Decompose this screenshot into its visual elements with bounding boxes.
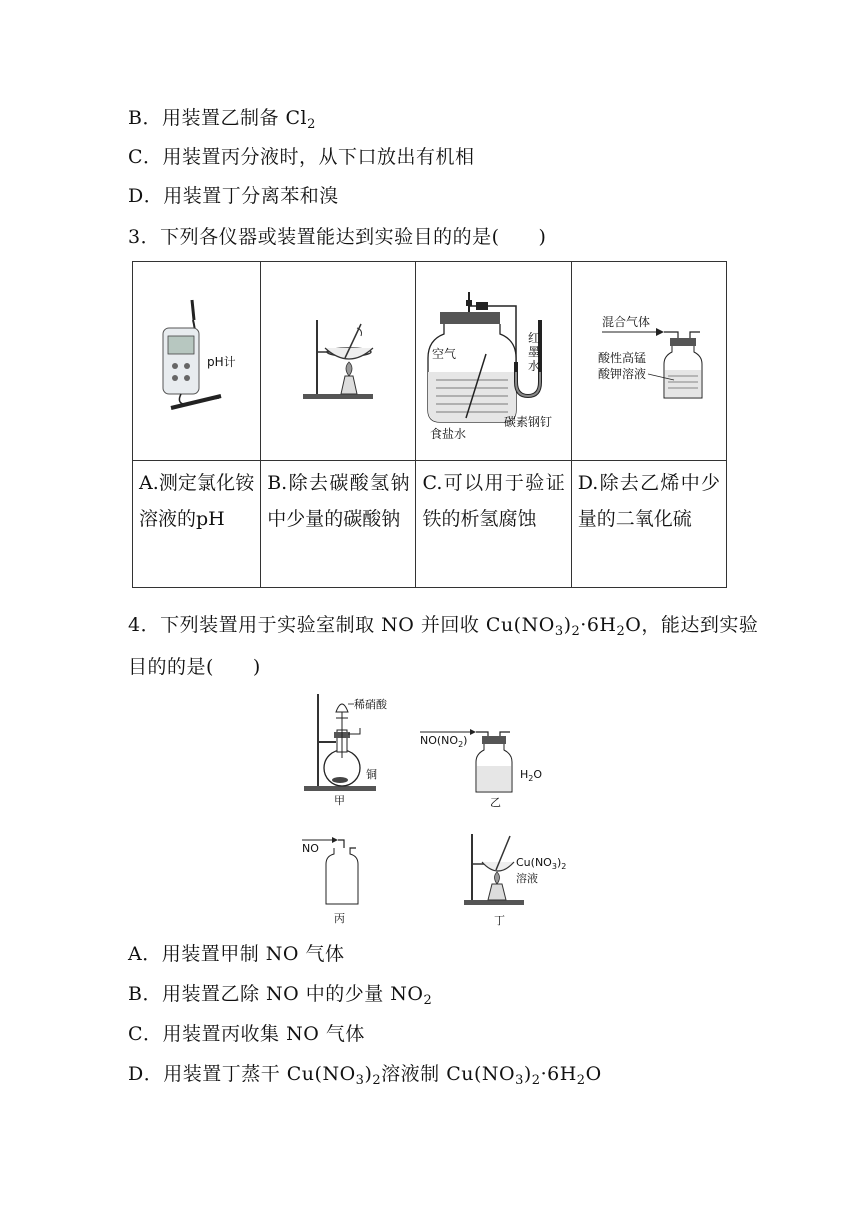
q3-fig-b-cell xyxy=(261,262,416,461)
option-text: ) xyxy=(364,1063,373,1085)
ph-display xyxy=(168,336,194,354)
nail-label: 碳素钢钉 xyxy=(504,415,553,429)
stem-text: 4．下列装置用于实验室制取 NO 并回收 Cu(NO xyxy=(128,614,555,636)
flame xyxy=(346,362,352,376)
q2-option-d xyxy=(128,184,339,208)
q4-stem-line2: 目的的是( ) xyxy=(128,656,261,678)
tube-clip xyxy=(476,302,488,310)
option-text: 用装置甲制 NO 气体 xyxy=(161,943,345,965)
option-text: 用装置丙分液时，从下口放出有机相 xyxy=(162,146,475,168)
option-text: ) xyxy=(523,1063,532,1085)
evaporation-figure xyxy=(261,262,415,456)
water xyxy=(477,766,511,791)
label-yi: 乙 xyxy=(490,796,501,809)
option-label: B． xyxy=(128,983,162,1005)
q4-stem-line1 xyxy=(128,613,758,644)
q3-caption-a: A.测定氯化铵溶液的pH xyxy=(133,461,261,588)
arrow-head xyxy=(332,837,338,843)
subscript: 2 xyxy=(531,1073,541,1088)
separatory-funnel xyxy=(336,704,348,712)
solution-label: 酸性高锰 xyxy=(597,351,646,365)
solution-label: 酸钾溶液 xyxy=(597,367,646,381)
clamp xyxy=(466,300,472,306)
q3-figure-row xyxy=(133,262,727,461)
option-label: C． xyxy=(128,146,163,168)
ph-electrode xyxy=(171,396,221,408)
salt-water-label: 食盐水 xyxy=(430,427,467,441)
q4-apparatus-figure xyxy=(290,688,590,932)
q3-fig-d-cell xyxy=(571,262,726,461)
bottle-stopper xyxy=(482,736,506,744)
subscript: 3 xyxy=(355,1073,365,1088)
copper-label: 铜 xyxy=(366,768,377,781)
q3-caption-b: B.除去碳酸氢钠中少量的碳酸钠 xyxy=(261,461,416,588)
subscript: 2 xyxy=(307,117,316,132)
stand-base xyxy=(304,786,376,791)
ph-button xyxy=(184,363,190,369)
red-ink-label: 红 xyxy=(528,331,541,345)
gas-wash-figure xyxy=(572,262,726,456)
q3-table xyxy=(132,261,727,588)
stand-base xyxy=(464,900,524,905)
option-text: ·6H xyxy=(540,1063,577,1085)
ph-button xyxy=(172,363,178,369)
ph-probe-top xyxy=(192,300,194,320)
alcohol-lamp xyxy=(488,884,506,900)
subscript: 3 xyxy=(554,624,564,639)
water-label: $H_2O$ xyxy=(520,768,543,783)
option-text: O xyxy=(585,1063,602,1085)
red-ink-label: 墨 xyxy=(528,345,541,359)
q2-option-c xyxy=(128,145,475,169)
acid-label: 稀硝酸 xyxy=(354,698,387,711)
stopper xyxy=(440,312,500,324)
ph-meter-figure xyxy=(133,262,260,456)
air-label: 空气 xyxy=(432,347,457,361)
q3-fig-c-cell xyxy=(416,262,571,461)
q4-option-b xyxy=(128,982,432,1013)
gas-label: $NO(NO_2)$ xyxy=(420,734,468,749)
stand-base xyxy=(303,394,373,399)
q3-stem: 3．下列各仪器或装置能达到实验目的的是( ) xyxy=(128,226,547,248)
apparatus-yi xyxy=(420,729,542,809)
ph-label: pH计 xyxy=(207,355,236,369)
subscript: 2 xyxy=(571,624,581,639)
q4-option-c xyxy=(128,1022,365,1046)
apparatus-bing xyxy=(302,837,358,925)
subscript: 2 xyxy=(576,1073,586,1088)
option-text: 用装置丙收集 NO 气体 xyxy=(162,1023,365,1045)
q2-option-b xyxy=(128,106,316,137)
stem-text: O，能达到实验 xyxy=(625,614,759,636)
flame xyxy=(495,872,500,884)
solution-label: 溶液 xyxy=(516,872,538,885)
alcohol-lamp xyxy=(341,376,357,394)
red-ink-label: 水 xyxy=(528,359,541,373)
kmno4-solution xyxy=(665,370,701,397)
label-jia: 甲 xyxy=(334,794,345,807)
option-text: 溶液制 Cu(NO xyxy=(381,1063,516,1085)
q3-fig-a-cell xyxy=(133,262,261,461)
ph-button xyxy=(184,375,190,381)
gas-label: NO xyxy=(302,842,319,855)
apparatus-jia xyxy=(304,694,388,807)
q4-option-a xyxy=(128,942,345,966)
option-label: A． xyxy=(128,943,162,965)
ph-button xyxy=(172,375,178,381)
solution-label: $Cu(NO_3)_2$ xyxy=(516,856,567,871)
option-label: B． xyxy=(128,107,162,129)
q4-option-d xyxy=(128,1062,602,1093)
stem-text: ) xyxy=(563,614,572,636)
stem-text: ·6H xyxy=(580,614,617,636)
corrosion-figure xyxy=(416,262,570,456)
red-ink xyxy=(516,372,540,396)
subscript: 3 xyxy=(515,1073,524,1088)
label-ding: 丁 xyxy=(494,914,505,927)
label-bing: 丙 xyxy=(334,912,345,925)
bottle-stopper xyxy=(670,338,696,346)
mixed-gas-label: 混合气体 xyxy=(601,315,650,329)
option-text: 用装置丁蒸干 Cu(NO xyxy=(163,1063,356,1085)
option-text: 用装置乙除 NO 中的少量 NO xyxy=(161,983,424,1005)
copper xyxy=(332,777,348,783)
apparatus-ding xyxy=(464,834,566,927)
collection-bottle xyxy=(326,848,358,904)
subscript: 2 xyxy=(423,993,433,1008)
option-text: 用装置丁分离苯和溴 xyxy=(163,185,339,207)
arrow-head xyxy=(470,729,476,735)
option-text: 用装置乙制备 Cl xyxy=(161,107,308,129)
option-label: C． xyxy=(128,1023,163,1045)
q3-caption-row xyxy=(133,461,727,588)
arrow-head xyxy=(656,328,664,336)
q3-caption-c: C.可以用于验证铁的析氢腐蚀 xyxy=(416,461,571,588)
option-label: D． xyxy=(128,1063,164,1085)
option-label: D． xyxy=(128,185,164,207)
subscript: 2 xyxy=(616,624,626,639)
q3-caption-d: D.除去乙烯中少量的二氧化硫 xyxy=(571,461,726,588)
subscript: 2 xyxy=(372,1073,382,1088)
